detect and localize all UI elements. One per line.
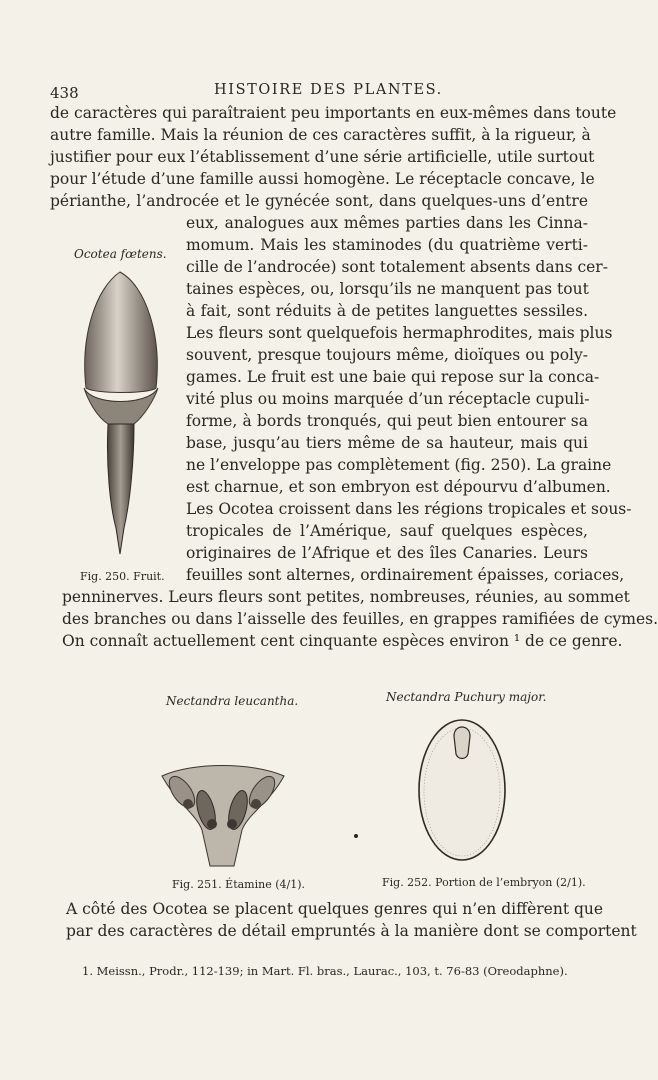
text-line: Les Ocotea croissent dans les régions tropicales et sous- — [186, 500, 632, 518]
text-line: base, jusqu’au tiers même de sa hauteur, mais qui — [186, 434, 588, 452]
fig250-label: Fig. 250. Fruit. — [80, 570, 165, 583]
text-line: On connaît actuellement cent cinquante espèces environ ¹ de ce genre. — [62, 632, 623, 650]
text-line: périanthe, l’androcée et le gynécée sont, dans quelques-uns d’entre — [50, 192, 588, 210]
text-line: feuilles sont alternes, ordinairement épaisses, coriaces, — [186, 566, 625, 584]
text-line: justifier pour eux l’établissement d’une série artificielle, utile surtout — [50, 148, 595, 166]
text-line: autre famille. Mais la réunion de ces caractères suffit, à la rigueur, à — [50, 126, 591, 144]
text-line: A côté des Ocotea se placent quelques genres qui n’en diffèrent que — [66, 900, 604, 918]
fig252-embryo-illustration — [342, 714, 512, 864]
text-line: tropicales de l’Amérique, sauf quelques espèces, — [186, 522, 588, 540]
text-line: pour l’étude d’une famille aussi homogène. Le réceptacle concave, le — [50, 170, 595, 188]
paragraph-end — [66, 898, 637, 942]
page-number: 438 — [50, 84, 79, 102]
fig252-species: Nectandra Puchury major. — [386, 690, 547, 704]
fig251-label: Fig. 251. Étamine (4/1). — [172, 878, 306, 891]
text-line: taines espèces, ou, lorsqu’ils ne manquent pas tout — [186, 280, 589, 298]
text-line: à fait, sont réduits à de petites languettes sessiles. — [186, 302, 588, 320]
footnote: 1. Meissn., Prodr., 112-139; in Mart. Fl. bras., Laurac., 103, t. 76-83 (Oreodaphne). — [82, 964, 568, 978]
text-line: forme, à bords tronqués, qui peut bien entourer sa — [186, 412, 588, 430]
running-head: HISTOIRE DES PLANTES. — [214, 82, 443, 98]
fig251-stamen-illustration — [152, 762, 292, 872]
text-line: momum. Mais les staminodes (du quatrième verti- — [186, 236, 588, 254]
paragraph-wrap — [186, 212, 632, 586]
text-line: vité plus ou moins marquée d’un réceptacle cupuli- — [186, 390, 590, 408]
text-line: penninerves. Leurs fleurs sont petites, nombreuses, réunies, au sommet — [62, 588, 630, 606]
text-line: ne l’enveloppe pas complètement (fig. 250). La graine — [186, 456, 612, 474]
paragraph-top — [50, 102, 617, 212]
paragraph-bottom — [62, 586, 658, 652]
text-line: de caractères qui paraîtraient peu importants en eux-mêmes dans toute — [50, 104, 617, 122]
text-line: eux, analogues aux mêmes parties dans les Cinna- — [186, 214, 588, 232]
fig250-species: Ocotea fœtens. — [74, 247, 167, 261]
fig251-species: Nectandra leucantha. — [166, 694, 299, 708]
text-line: est charnue, et son embryon est dépourvu d’albumen. — [186, 478, 611, 496]
text-line: cille de l’androcée) sont totalement absents dans cer- — [186, 258, 608, 276]
text-line: Les fleurs sont quelquefois hermaphrodites, mais plus — [186, 324, 613, 342]
text-line: des branches ou dans l’aisselle des feuilles, en grappes ramifiées de cymes. — [62, 610, 658, 628]
text-line: par des caractères de détail empruntés à la manière dont se comportent — [66, 922, 637, 940]
fig252-label: Fig. 252. Portion de l’embryon (2/1). — [382, 876, 586, 889]
text-line: games. Le fruit est une baie qui repose sur la conca- — [186, 368, 600, 386]
text-line: originaires de l’Afrique et des îles Canaries. Leurs — [186, 544, 588, 562]
fig250-fruit-illustration — [78, 266, 168, 566]
text-line: souvent, presque toujours même, dioïques ou poly- — [186, 346, 588, 364]
